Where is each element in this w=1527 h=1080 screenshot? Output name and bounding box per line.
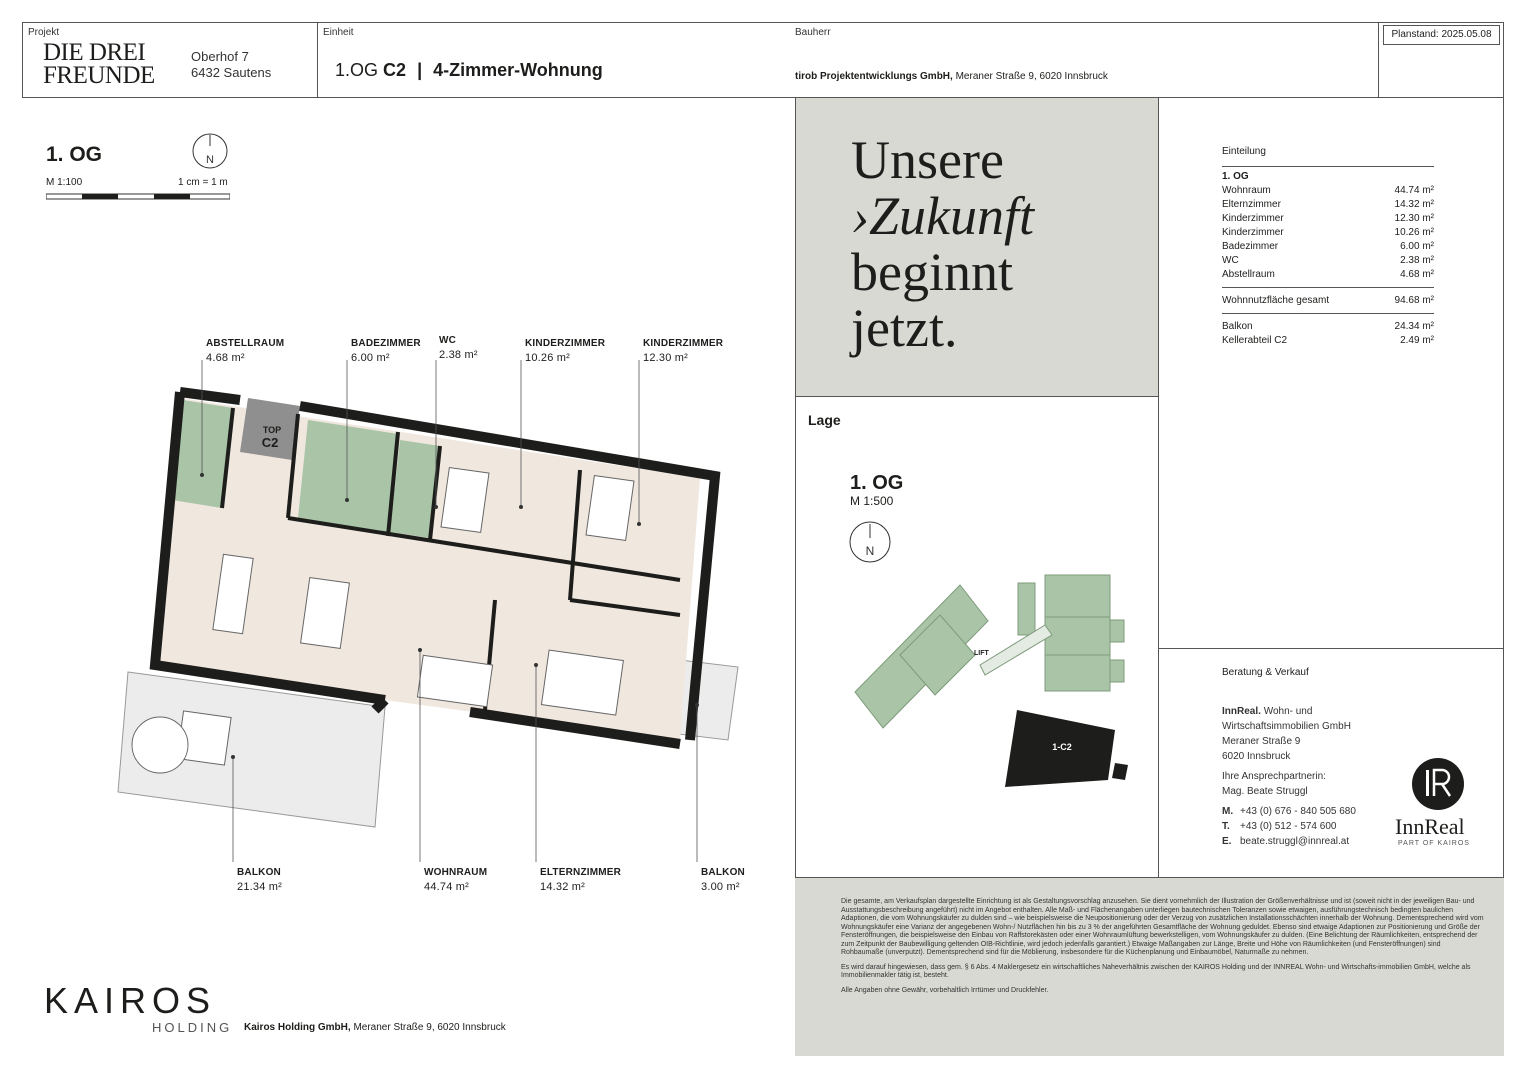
row-value: 2.38 m² (1400, 255, 1434, 266)
disclaimer-p2: Es wird darauf hingewiesen, dass gem. § 6 Abs. 4 Maklergesetz ein wirtschaftliches Naheverhältnis zwischen der KAIROS Holding und der INNREAL Wohn- und Wirtschafts-immobilien GmbH, welche als Immobilienmakler tätig ist, besteht. (841, 963, 1471, 979)
row-value: 10.26 m² (1394, 227, 1434, 238)
row-value: 6.00 m² (1400, 241, 1434, 252)
room-area: 4.68 m² (206, 352, 245, 364)
room-name: BALKON (701, 867, 745, 878)
row-label: Kinderzimmer (1222, 227, 1284, 238)
slogan-line1: Unsere (851, 130, 1004, 190)
room-area: 2.38 m² (439, 349, 478, 361)
header-divider (1378, 23, 1379, 97)
lage-north-arrow-icon (848, 520, 892, 564)
row-value: 12.30 m² (1394, 213, 1434, 224)
room-area: 6.00 m² (351, 352, 390, 364)
beratung-divider (1158, 648, 1504, 649)
planstand-badge: Planstand: 2025.05.08 (1383, 25, 1500, 45)
footer-company-address: Meraner Straße 9, 6020 Innsbruck (353, 1022, 506, 1033)
row-label: Balkon (1222, 321, 1253, 332)
lage-scale: M 1:500 (850, 494, 894, 508)
table-row (1222, 198, 1434, 212)
north-label: N (206, 154, 214, 166)
site-map (840, 565, 1150, 805)
builder-name: tirob Projektentwicklungs GmbH, (795, 71, 953, 82)
project-name-line2: FREUNDE (43, 62, 155, 89)
innreal-logo-sub: PART OF KAIROS (1398, 840, 1470, 847)
row-label: Abstellraum (1222, 269, 1275, 280)
total-value: 94.68 m² (1394, 295, 1434, 306)
einteilung-table (1222, 146, 1434, 348)
email-link[interactable]: beate.struggl@innreal.at (1240, 836, 1350, 847)
table-row (1222, 334, 1434, 348)
unit-separator: | (417, 60, 423, 80)
beratung-info (1222, 704, 1356, 849)
kairos-logo-sub: HOLDING (152, 1020, 233, 1035)
row-label: Wohnraum (1222, 185, 1271, 196)
phone-t-label: T. (1222, 821, 1230, 832)
builder-label: Bauherr (795, 27, 831, 38)
unit-type: 4-Zimmer-Wohnung (433, 60, 603, 80)
lage-north-label: N (865, 544, 875, 558)
room-name: WOHNRAUM (424, 867, 488, 878)
footer-company (244, 1022, 506, 1033)
slogan-chevron-icon: › (851, 186, 869, 246)
unit-label: Einheit (323, 27, 354, 38)
row-label: Kellerabteil C2 (1222, 335, 1288, 346)
site-buildings (855, 575, 1124, 728)
row-value: 44.74 m² (1394, 185, 1434, 196)
site-building-right-tab (1110, 660, 1124, 682)
address-line1: Oberhof 7 (191, 49, 249, 64)
room-area: 21.34 m² (237, 881, 283, 893)
site-building-right-3 (1045, 655, 1110, 691)
site-unit-label: 1-C2 (1052, 742, 1072, 752)
company-line2: Wirtschaftsimmobilien GmbH (1222, 721, 1351, 732)
row-value: 2.49 m² (1400, 335, 1434, 346)
site-walkway (980, 625, 1052, 675)
disclaimer-p3: Alle Angaben ohne Gewähr, vorbehaltlich Irrtümer und Druckfehler. (841, 986, 1049, 994)
project-label: Projekt (28, 27, 60, 38)
table-row (1222, 320, 1434, 334)
table-row (1222, 254, 1434, 268)
row-value: 14.32 m² (1394, 199, 1434, 210)
table-row-total (1222, 294, 1434, 308)
room-area: 10.26 m² (525, 352, 571, 364)
row-label: WC (1222, 255, 1239, 266)
room-name: KINDERZIMMER (643, 338, 724, 349)
row-value: 4.68 m² (1400, 269, 1434, 280)
room-name: KINDERZIMMER (525, 338, 606, 349)
site-building-small (1018, 583, 1035, 635)
slogan-line4: jetzt. (851, 298, 958, 358)
site-building-right-tab (1110, 620, 1124, 642)
top-label-line1: TOP (262, 425, 282, 435)
einteilung-total (1222, 287, 1434, 313)
room-name: BADEZIMMER (351, 338, 421, 349)
phone-m-label: M. (1222, 806, 1234, 817)
footer-company-name: Kairos Holding GmbH, (244, 1022, 351, 1033)
unit-floor: 1.OG (335, 60, 379, 80)
contact-name: Mag. Beate Struggl (1222, 786, 1308, 797)
einteilung-title: Einteilung (1222, 146, 1266, 157)
room-name: WC (439, 335, 457, 346)
lage-floor: 1. OG (850, 472, 904, 494)
unit-code: C2 (383, 60, 407, 80)
company-rest: Wohn- und (1263, 706, 1313, 717)
table-row (1222, 212, 1434, 226)
row-label: Badezimmer (1222, 241, 1279, 252)
room-area: 3.00 m² (701, 881, 740, 893)
table-row (1222, 240, 1434, 254)
plan-floor-title: 1. OG (46, 143, 103, 166)
table-row (1222, 268, 1434, 282)
contact-label: Ihre Ansprechpartnerin: (1222, 771, 1326, 782)
company-name: InnReal. (1222, 706, 1261, 717)
plan-scale: M 1:100 (46, 177, 83, 188)
lage-title: Lage (808, 412, 841, 428)
lage-divider (795, 396, 1159, 397)
room-badezimmer (298, 420, 398, 532)
row-value: 24.34 m² (1394, 321, 1434, 332)
company-city: 6020 Innsbruck (1222, 751, 1291, 762)
phone-landline[interactable]: +43 (0) 512 - 574 600 (1240, 821, 1337, 832)
company-street: Meraner Straße 9 (1222, 736, 1301, 747)
address-line2: 6432 Sautens (191, 65, 272, 80)
floor-plan (0, 0, 790, 900)
site-building-right-1 (1045, 575, 1110, 617)
phone-mobile[interactable]: +43 (0) 676 - 840 505 680 (1240, 806, 1356, 817)
room-name: ELTERNZIMMER (540, 867, 622, 878)
slogan-line2: Zukunft (868, 186, 1034, 246)
innreal-logo-text: InnReal (1395, 814, 1465, 839)
innreal-logo-icon (1410, 756, 1466, 812)
project-name-line1: DIE DREI (43, 39, 146, 66)
beratung-title: Beratung & Verkauf (1222, 667, 1309, 678)
lift-label: LIFT (974, 650, 989, 657)
room-area: 14.32 m² (540, 881, 586, 893)
top-label-line2: C2 (261, 435, 279, 450)
table-row (1222, 226, 1434, 240)
disclaimer-panel (795, 878, 1504, 1056)
einteilung-extra (1222, 313, 1434, 348)
plan-scale-note: 1 cm = 1 m (178, 177, 228, 188)
right-divider (1158, 98, 1159, 878)
table-row (1222, 184, 1434, 198)
builder-info (795, 71, 1108, 82)
builder-address: Meraner Straße 9, 6020 Innsbruck (955, 71, 1108, 82)
row-label: Kinderzimmer (1222, 213, 1284, 224)
site-unit-c2-tab (1112, 763, 1128, 780)
room-area: 12.30 m² (643, 352, 689, 364)
room-area: 44.74 m² (424, 881, 470, 893)
row-label: Elternzimmer (1222, 199, 1281, 210)
einteilung-floor: 1. OG (1222, 171, 1249, 182)
email-label: E. (1222, 836, 1232, 847)
kairos-logo-text: KAIROS (44, 980, 217, 1021)
room-name: BALKON (237, 867, 281, 878)
disclaimer-p1: Die gesamte, am Verkaufsplan dargestellte Einrichtung ist als Gestaltungsvorschlag anzusehen. Sie dient vornehmlich der Illustration der Größenverhältnisse und ist (soweit nicht in der jeweiligen Bau- und Ausstattungsbeschreibung angeführt) nicht im Angebot enthalten. Alle Maß- und Flächenangaben unterliegen bautechnischen Toleranzen sowie etwaigen, ausführungstechnisch bedingten baulichen Adaptionen, die vom Wohnungskäufer zu dulden sind – wie beispielsweise die Neupositionierung oder der Verzug von zusätzlichen Installationsschächten innerhalb der Wohnung. Dementsprechend wird vom Wohnungskäufer eine Varianz der angegebenen Wohn-/ Nutzflächen hin bis zu 3 % der angeführten Gesamtfläche der Wohnung geduldet. Ebenso sind etwaige Adaptionen zur Positionierung und Größe der Fensteröffnungen, die beispielsweise den Einbau von Raffstorekästen oder einer Wohnraumlüftung bewerkstelligen, vom Wohnungskäufer zu dulden. (Eine Belichtung der Räumlichkeiten, entsprechend der zum Zeitpunkt der Baubewilligung geltenden OIB-Richtlinie, wird jedoch jedenfalls garantiert.) Etwaige Maßangaben zur Länge, Breite und Höhe von Räumlichkeiten (und Fensteröffnungen) sind Rohbaumaße (unverputzt). Dementsprechend sind für die Möblierung, insbesondere für die Küchenplanung und Einbaumöbel, Naturmaße zu nehmen. (841, 898, 1484, 956)
room-name: ABSTELLRAUM (206, 338, 285, 349)
total-label: Wohnnutzfläche gesamt (1222, 295, 1330, 306)
site-building-right-2 (1045, 617, 1110, 655)
slogan-line3: beginnt (851, 242, 1013, 302)
